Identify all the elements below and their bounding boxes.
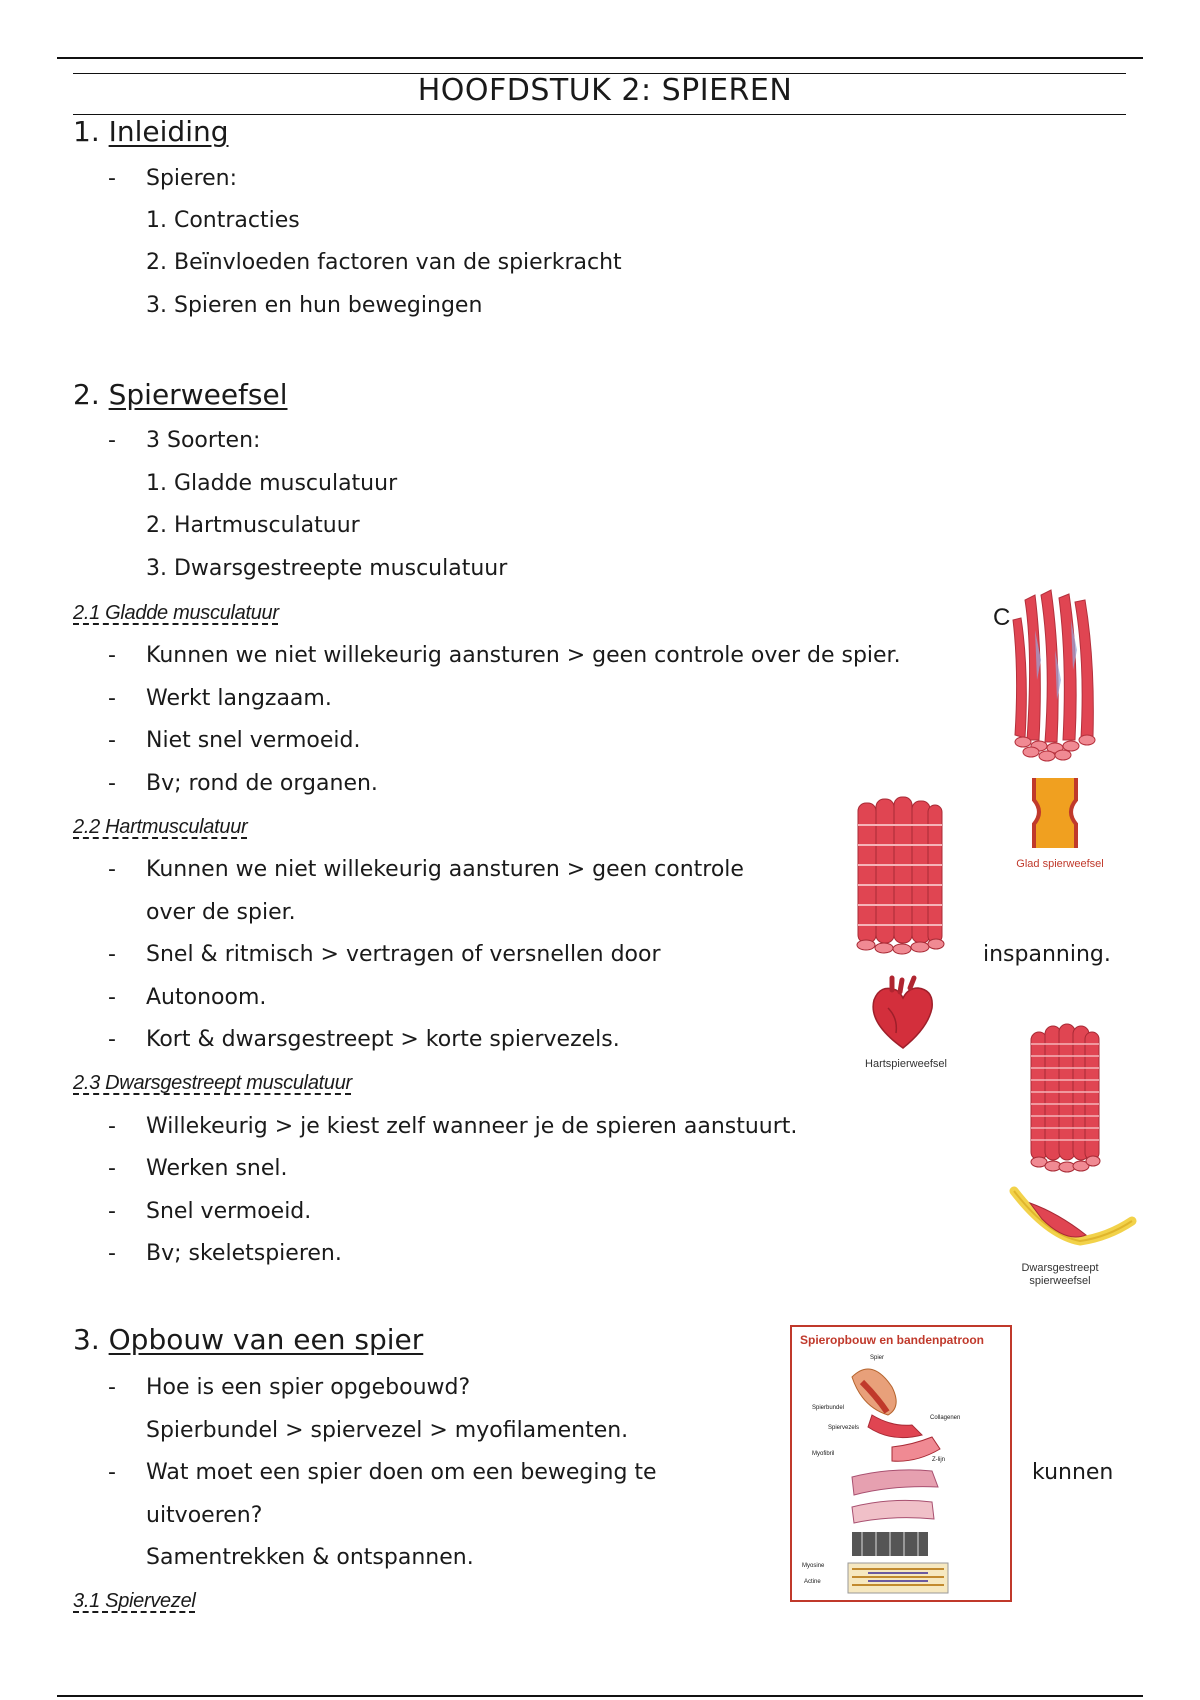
diagram-label: Z-lijn [932, 1457, 945, 1463]
page-bottom-rule [57, 1695, 1143, 1697]
diagram-label: Spierbundel [812, 1405, 845, 1411]
bullet-text: Kunnen we niet willekeurig aansturen > geen controle [146, 857, 744, 882]
bullet-text: Bv; skeletspieren. [146, 1241, 342, 1266]
bullet-dash: - [108, 166, 116, 191]
section-2-heading [73, 378, 288, 411]
list-intro: 3 Soorten: [146, 428, 261, 453]
bullet-dash: - [108, 985, 116, 1010]
bullet-text: Autonoom. [146, 985, 267, 1010]
muscle-structure-diagram [790, 1325, 1012, 1602]
bullet-text: Niet snel vermoeid. [146, 728, 361, 753]
bullet-text: Werkt langzaam. [146, 686, 332, 711]
subsection-2-1-heading: 2.1 Gladde musculatuur [73, 602, 279, 624]
skeletal-caption-line-1: Dwarsgestreept [1021, 1262, 1099, 1274]
diagram-label: Spier [870, 1355, 885, 1361]
section-3-heading [73, 1323, 423, 1356]
figure-letter-c: C [993, 604, 1011, 631]
subsection-2-2-heading: 2.2 Hartmusculatuur [73, 816, 248, 838]
bullet-dash: - [108, 857, 116, 882]
section-1-title: Inleiding [108, 115, 229, 148]
bullet-dash: - [108, 1375, 116, 1400]
list-item: 2. Beïnvloeden factoren van de spierkracht [146, 250, 622, 275]
page-title: HOOFDSTUK 2: SPIEREN [417, 73, 793, 108]
bullet-dash: - [108, 1156, 116, 1181]
subsection-2-3-heading: 2.3 Dwarsgestreept musculatuur [73, 1072, 352, 1094]
smooth-muscle-illustration [1005, 590, 1105, 760]
bullet-text-end: kunnen [1032, 1460, 1114, 1485]
heart-caption: Hartspierweefsel [865, 1058, 947, 1070]
section-3-number: 3. [73, 1323, 100, 1356]
section-1-number: 1. [73, 115, 100, 148]
list-item: 2. Hartmusculatuur [146, 513, 360, 538]
bullet-text: Kunnen we niet willekeurig aansturen > geen controle over de spier. [146, 643, 901, 668]
bullet-dash: - [108, 771, 116, 796]
diagram-label: Spiervezels [828, 1425, 860, 1431]
skeletal-caption-line-2: spierweefsel [1029, 1275, 1091, 1287]
skeletal-muscle-illustration [1025, 1020, 1105, 1175]
bullet-answer: Samentrekken & ontspannen. [146, 1545, 474, 1570]
cardiac-muscle-illustration [852, 795, 947, 955]
skeletal-bone-illustration [1008, 1185, 1138, 1255]
bullet-dash: - [108, 1460, 116, 1485]
bullet-text-end: inspanning. [983, 942, 1111, 967]
title-bottom-rule [73, 114, 1126, 115]
section-2-number: 2. [73, 378, 100, 411]
page-top-rule [57, 57, 1143, 59]
bullet-text: Wat moet een spier doen om een beweging te [146, 1460, 657, 1485]
bullet-text: Bv; rond de organen. [146, 771, 378, 796]
bullet-text: Snel vermoeid. [146, 1199, 312, 1224]
diagram-title: Spieropbouw en bandenpatroon [800, 1333, 984, 1347]
bullet-text: Kort & dwarsgestreept > korte spiervezels. [146, 1027, 620, 1052]
bullet-text: Willekeurig > je kiest zelf wanneer je de spieren aanstuurt. [146, 1114, 798, 1139]
bullet-dash: - [108, 1027, 116, 1052]
bullet-dash: - [108, 686, 116, 711]
smooth-muscle-vessel-illustration [1030, 778, 1080, 848]
heart-illustration [868, 978, 938, 1053]
diagram-artwork [792, 1327, 1010, 1600]
bullet-dash: - [108, 428, 116, 453]
bullet-dash: - [108, 1199, 116, 1224]
diagram-label: Myofibril [812, 1451, 835, 1457]
list-item: 1. Gladde musculatuur [146, 471, 398, 496]
bullet-text-continued: uitvoeren? [146, 1503, 263, 1528]
bullet-dash: - [108, 942, 116, 967]
bullet-text: Snel & ritmisch > vertragen of versnellen door [146, 942, 661, 967]
smooth-muscle-caption: Glad spierweefsel [1016, 858, 1104, 870]
section-2-title: Spierweefsel [108, 378, 288, 411]
list-intro: Spieren: [146, 166, 238, 191]
diagram-label: Actine [804, 1579, 821, 1585]
diagram-label: Collagenen [930, 1415, 961, 1421]
bullet-text: Werken snel. [146, 1156, 288, 1181]
bullet-text-continued: over de spier. [146, 900, 296, 925]
subsection-3-1-heading: 3.1 Spiervezel [73, 1590, 196, 1612]
bullet-dash: - [108, 1114, 116, 1139]
list-item: 1. Contracties [146, 208, 300, 233]
bullet-dash: - [108, 1241, 116, 1266]
section-1-heading [73, 115, 229, 148]
bullet-dash: - [108, 643, 116, 668]
diagram-label: Myosine [802, 1563, 825, 1569]
bullet-answer: Spierbundel > spiervezel > myofilamenten. [146, 1418, 629, 1443]
list-item: 3. Spieren en hun bewegingen [146, 293, 483, 318]
list-item: 3. Dwarsgestreepte musculatuur [146, 556, 508, 581]
section-3-title: Opbouw van een spier [108, 1323, 424, 1356]
bullet-text: Hoe is een spier opgebouwd? [146, 1375, 471, 1400]
bullet-dash: - [108, 728, 116, 753]
